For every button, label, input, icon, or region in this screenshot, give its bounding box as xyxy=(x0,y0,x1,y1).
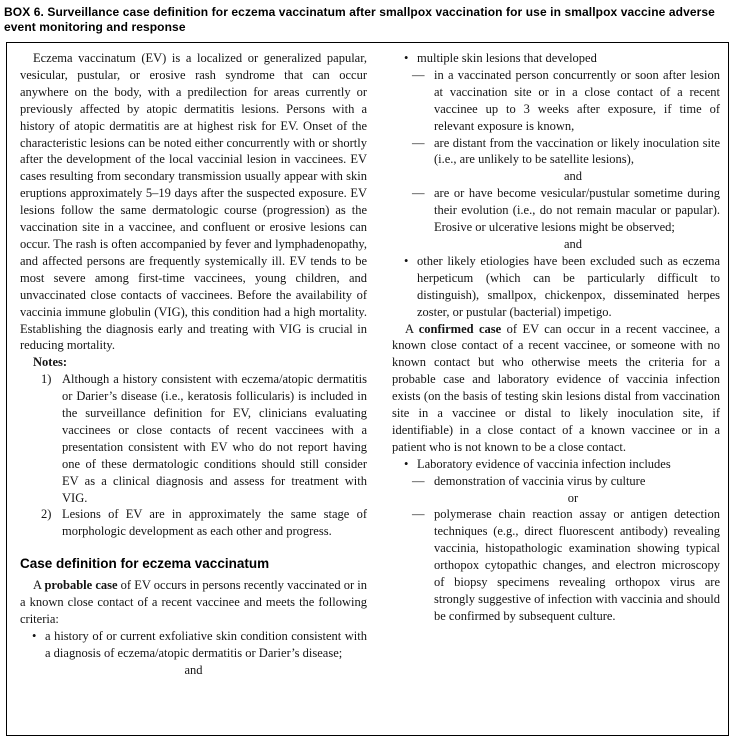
connector-and-2: and xyxy=(563,236,583,251)
intro-paragraph: Eczema vaccinatum (EV) is a localized or generalized papular, vesicular, pustular, or erosive rash syndrome that can occur anywhere on the body, with a predilection for areas currently or previously affected by atopic dermatitis lesions. Persons with a history of atopic dermatitis are at highest risk for EV. Onset of the characteristic lesions can be noted either concurrently with or shortly after the development of the local vaccinial lesion in vaccinees. EV cases resulting from secondary transmission usually appear with skin eruptions approximately 5–19 days after the suspected exposure. EV lesions follow the same dermatologic course (progression) as the vaccination site in a vaccinee, and confluent or erosive lesions can occur. The rash is often accompanied by fever and lymphadenopathy, and affected persons are frequently systemically ill. EV tends to be most severe among first-time vaccinees, young children, and unvaccinated close contacts of vaccinees. Before the availability of vaccinia immune globulin (VIG), this condition had a high mortality. Establishing the diagnosis early and treating with VIG is crucial in reducing mortality. xyxy=(20,51,367,353)
dash-icon: — xyxy=(412,186,425,201)
confirmed-pre: A xyxy=(405,321,419,336)
confirmed-bold: confirmed case xyxy=(418,321,502,336)
note-text: Although a history consistent with eczema/atopic dermatitis or Darier’s disease (i.e., keratosis follicularis) is included in the surveillance definition for EV, clinicians evaluating vaccinees or close contacts of recent vaccinees with a presentation consistent with EV who do not report having one of these dermatologic conditions should still consider EV as a clinical diagnosis and assess for treatment with VIG. xyxy=(62,372,367,505)
dash-icon: — xyxy=(412,67,425,82)
dash-icon: — xyxy=(412,135,425,150)
probable-case-paragraph xyxy=(20,577,367,628)
dash-text: are or have become vesicular/pustular sometime during their evolution (i.e., do not remain macular or papular). Erosive or ulcerative lesions might be observed; xyxy=(434,186,720,235)
notes-label: Notes: xyxy=(33,355,68,370)
connector-and: and xyxy=(184,662,203,677)
dash-item-vaccinated xyxy=(392,67,720,135)
dash-text: polymerase chain reaction assay or antigen detection techniques (e.g., direct fluorescent antibody) revealing vaccinia, histopathologic examination showing typical orthopox cytopathic changes, and electron microscopy of biopsy specimens revealing orthopox virus are strongly suggestive of infection with vaccinia and should be confirmed by subsequent culture. xyxy=(434,507,720,623)
note-item-1 xyxy=(20,371,367,506)
dash-item-pcr xyxy=(392,506,720,624)
dash-icon: — xyxy=(412,507,425,522)
bullet-icon: • xyxy=(404,51,409,65)
left-column xyxy=(20,50,367,727)
confirmed-case-paragraph xyxy=(392,321,720,456)
dash-item-culture xyxy=(392,473,720,490)
bullet-item-etiologies xyxy=(392,253,720,321)
connector-or: or xyxy=(567,490,579,505)
bullet-text: other likely etiologies have been excluded such as eczema herpeticum (which can be particularly difficult to distinguish), smallpox, chickenpox, disseminated herpes zoster, or pustular (bacterial) impetigo. xyxy=(417,253,720,319)
right-column xyxy=(392,50,720,727)
note-number: 2) xyxy=(41,507,52,522)
bullet-icon: • xyxy=(32,629,37,643)
section-heading: Case definition for eczema vaccinatum xyxy=(20,556,270,572)
confirmed-post: of EV can occur in a recent vaccinee, a known close contact of a recent vaccinee, or someone with no known contact but who otherwise meets the criteria for a probable case and laboratory evidence of vaccinia infection exists (on the basis of testing skin lesions distal from vaccination site in a vaccinee or distal to likely inoculation site, if identifiable) in a close contact of a known vaccinee or in a patient who is not known to be a close contact. xyxy=(392,321,720,454)
dash-icon: — xyxy=(412,473,425,488)
probable-pre: A xyxy=(33,578,45,593)
dash-text: are distant from the vaccination or likely inoculation site (i.e., are unlikely to be satellite lesions), xyxy=(434,135,720,167)
bullet-text: a history of or current exfoliative skin condition consistent with a diagnosis of eczema/atopic dermatitis or Darier’s disease; xyxy=(45,629,367,660)
note-text: Lesions of EV are in approximately the same stage of morphologic development as each other and progress. xyxy=(62,507,367,539)
note-number: 1) xyxy=(41,372,52,387)
dash-item-vesicular xyxy=(392,185,720,236)
connector-and-1: and xyxy=(563,169,583,184)
probable-post: of EV occurs in persons recently vaccinated or in a known close contact of a recent vaccinee and meets the following criteria: xyxy=(20,578,367,627)
bullet-item-history xyxy=(20,628,367,662)
definition-box xyxy=(6,42,729,736)
dash-text: in a vaccinated person concurrently or soon after lesion at vaccination site or in a close contact of a recent vaccinee up to 3 weeks after exposure, if time of relevant exposure is known, xyxy=(434,67,720,133)
bullet-item-lab xyxy=(392,456,720,473)
dash-text: demonstration of vaccinia virus by culture xyxy=(434,473,646,488)
bullet-icon: • xyxy=(404,253,409,268)
bullet-text: multiple skin lesions that developed xyxy=(417,51,597,65)
probable-bold: probable case xyxy=(44,578,118,593)
bullet-text: Laboratory evidence of vaccinia infection includes xyxy=(417,456,671,471)
dash-item-distant xyxy=(392,135,720,169)
bullet-item-lesions xyxy=(392,50,720,67)
bullet-icon: • xyxy=(404,456,409,471)
note-item-2 xyxy=(20,506,367,540)
box-title: BOX 6. Surveillance case definition for eczema vaccinatum after smallpox vaccination for use in smallpox vaccine adverse event monitoring and response xyxy=(4,5,715,34)
